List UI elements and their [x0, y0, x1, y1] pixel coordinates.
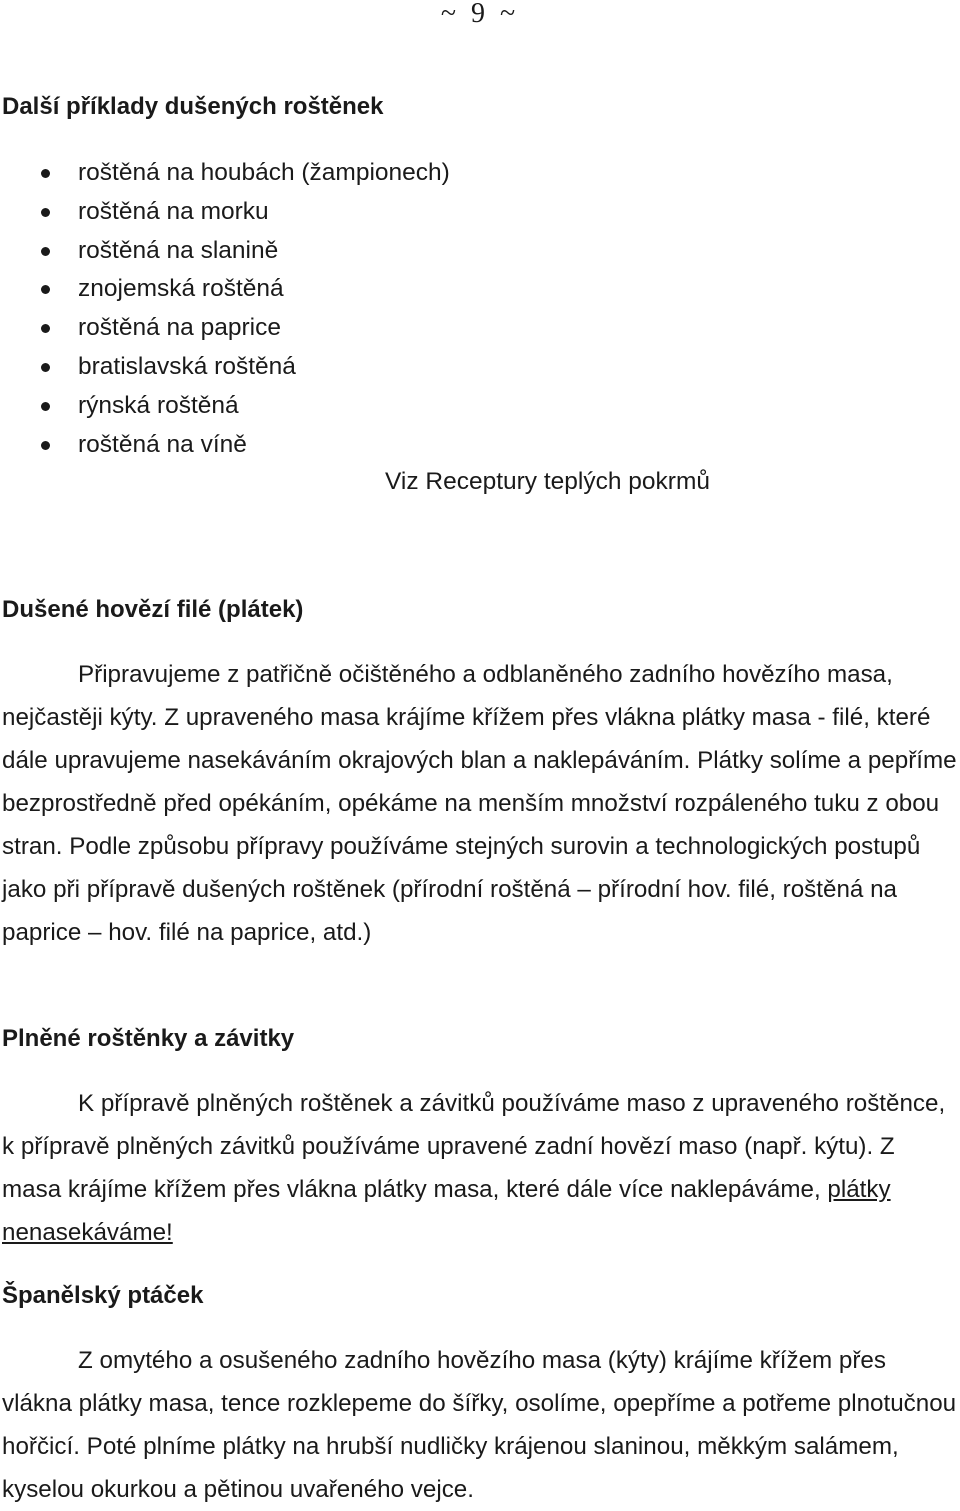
paragraph-stuffed-rostenky	[2, 1082, 957, 1254]
paragraph-beef-fillet: Připravujeme z patřičně očištěného a odblaněného zadního hovězího masa, nejčastěji kýty. Z upraveného masa krájíme křížem přes vlákna plátky masa - filé, které dále upravujeme nasekáváním okrajových blan a naklepáváním. Plátky solíme a pepříme bezprostředně před opékáním, opékáme na menším množství rozpáleného tuku z obou stran. Podle způsobu přípravy používáme stejných surovin a technologických postupů jako při přípravě dušených roštěnek (přírodní roštěná – přírodní hov. filé, roštěná na paprice – hov. filé na paprice, atd.)	[2, 661, 957, 946]
list-item-label: roštěná na paprice	[78, 314, 281, 342]
list-item	[0, 232, 450, 271]
bullet-icon	[41, 285, 50, 294]
bullet-icon	[41, 247, 50, 256]
page-number: ~ 9 ~	[440, 0, 520, 29]
bullet-icon	[41, 363, 50, 372]
list-item-label: roštěná na víně	[78, 430, 247, 458]
emphasis-underlined: plátky nenasekáváme!	[2, 1176, 891, 1246]
list-item	[0, 270, 450, 309]
list-item	[0, 426, 450, 465]
list-item-label: roštěná na morku	[78, 197, 269, 225]
bullet-icon	[41, 324, 50, 333]
list-item-label: roštěná na slanině	[78, 236, 279, 264]
list-item	[0, 348, 450, 387]
rostenky-list	[0, 154, 450, 464]
list-item-label: roštěná na houbách (žampionech)	[78, 159, 450, 186]
heading-stewed-beef-fillet: Dušené hovězí filé (plátek)	[2, 596, 304, 623]
list-item	[0, 193, 450, 232]
heading-stuffed-rostenky: Plněné roštěnky a závitky	[2, 1025, 295, 1052]
bullet-icon	[41, 208, 50, 217]
list-item	[0, 309, 450, 348]
list-item	[0, 387, 450, 426]
heading-spanish-bird: Španělský ptáček	[2, 1282, 204, 1309]
list-item-label: znojemská roštěná	[78, 275, 284, 303]
paragraph-spanish-bird: Z omytého a osušeného zadního hovězího masa (kýty) krájíme křížem přes vlákna plátky masa, tence rozklepeme do šířky, osolíme, opepříme a potřeme plnotučnou hořčicí. Poté plníme plátky na hrubší nudličky krájenou slaninou, měkkým salámem, kyselou okurkou a pětinou uvařeného vejce.	[2, 1347, 957, 1503]
bullet-icon	[41, 169, 50, 178]
list-item-label: rýnská roštěná	[78, 391, 239, 419]
recipe-reference: Viz Receptury teplých pokrmů	[385, 468, 710, 495]
bullet-icon	[41, 441, 50, 450]
list-item-label: bratislavská roštěná	[78, 352, 296, 380]
paragraph-text: K přípravě plněných roštěnek a závitků používáme maso z upraveného roštěnce, k přípravě plněných závitků používáme upravené zadní hovězí maso (např. kýtu). Z masa krájíme křížem přes vlákna plátky masa, které dále více naklepáváme,	[2, 1090, 946, 1203]
heading-stewed-rostenky-examples: Další příklady dušených roštěnek	[2, 93, 384, 120]
list-item	[0, 154, 450, 193]
bullet-icon	[41, 402, 50, 411]
